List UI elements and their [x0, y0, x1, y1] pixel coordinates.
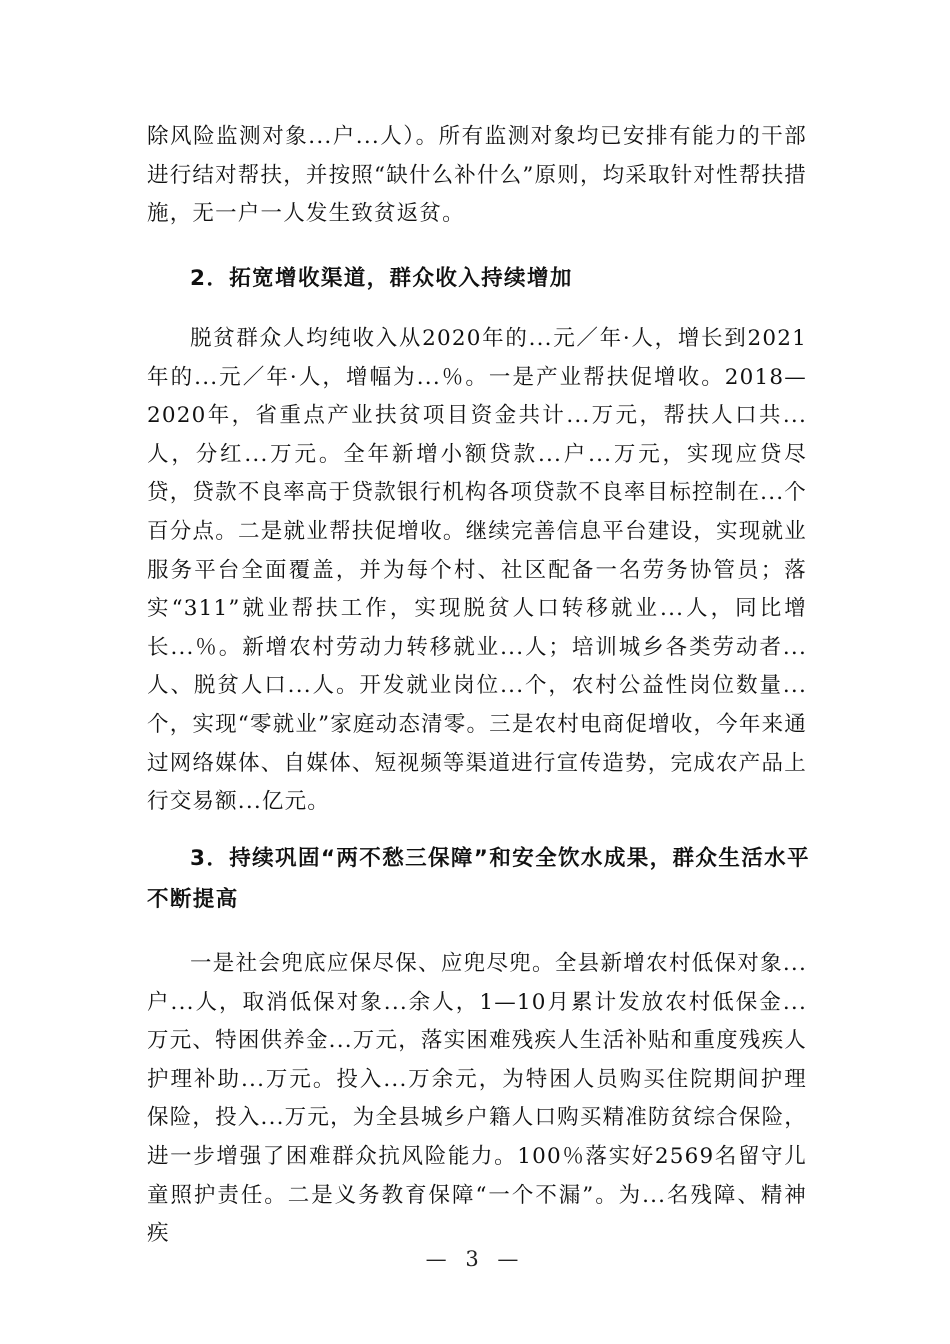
paragraph-section-3: 一是社会兜底应保尽保、应兜尽兜。全县新增农村低保对象...户...人，取消低保对象...余人，1—10月累计发放农村低保金...万元、特困供养金...万元，落实困难残疾人生活补贴和重度残疾人护理补助...万元。投入...万余元，为特困人员购买住院期间护理保险，投入...万元，为全县城乡户籍人口购买精准防贫综合保险，进一步增强了困难群众抗风险能力。100％落实好2569名留守儿童照护责任。二是义务教育保障“一个不漏”。为...名残障、精神疾	[147, 951, 807, 1247]
section-heading-2: 2．拓宽增收渠道，群众收入持续增加	[190, 266, 573, 291]
page-number: — 3 —	[425, 1247, 525, 1271]
paragraph-section-2: 脱贫群众人均纯收入从2020年的...元／年·人，增长到2021年的...元／年·人，增幅为...％。一是产业帮扶促增收。2018—2020年，省重点产业扶贫项目资金共计...万元，帮扶人口共...人，分红...万元。全年新增小额贷款...户...万元，实现应贷尽贷，贷款不良率高于贷款银行机构各项贷款不良率目标控制在...个百分点。二是就业帮扶促增收。继续完善信息平台建设，实现就业服务平台全面覆盖，并为每个村、社区配备一名劳务协管员；落实“311”就业帮扶工作，实现脱贫人口转移就业...人，同比增长...％。新增农村劳动力转移就业...人；培训城乡各类劳动者...人、脱贫人口...人。开发就业岗位...个，农村公益性岗位数量...个，实现“零就业”家庭动态清零。三是农村电商促增收，今年来通过网络媒体、自媒体、短视频等渠道进行宣传造势，完成农产品上行交易额...亿元。	[147, 326, 807, 815]
paragraph-intro: 除风险监测对象...户...人）。所有监测对象均已安排有能力的干部进行结对帮扶，并按照“缺什么补什么”原则，均采取针对性帮扶措施，无一户一人发生致贫返贫。	[147, 124, 807, 227]
section-heading-3: 3．持续巩固“两不愁三保障”和安全饮水成果，群众生活水平不断提高	[147, 846, 810, 912]
